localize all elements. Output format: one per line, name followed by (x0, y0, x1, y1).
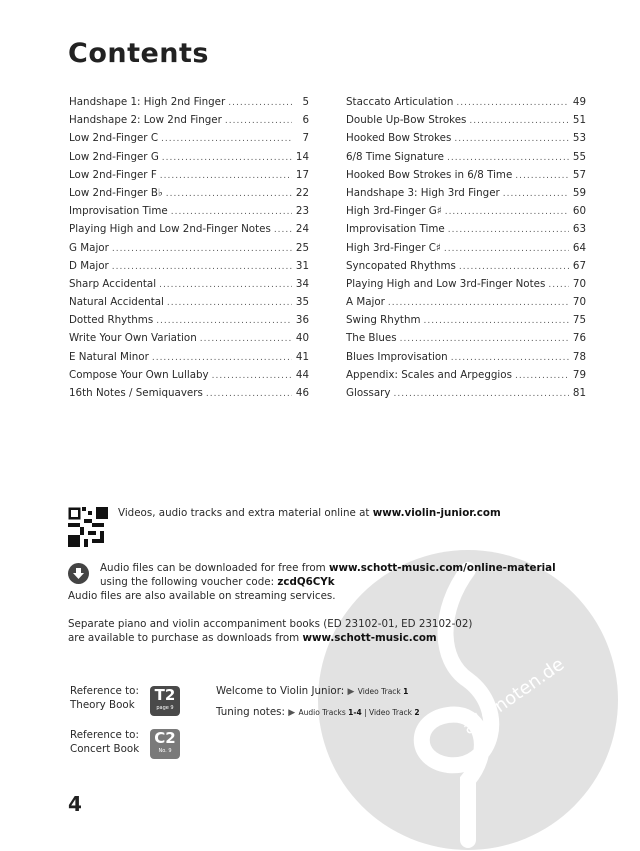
toc-leader-dots (112, 262, 292, 272)
toc-leader-dots (459, 262, 569, 272)
toc-entry (346, 187, 586, 205)
toc-entry-title: Low 2nd-Finger C (69, 132, 159, 145)
toc-leader-dots (200, 334, 292, 344)
media-label: Welcome to Violin Junior: (216, 685, 345, 697)
toc-entry-page: 6 (302, 114, 309, 127)
toc-entry (346, 205, 586, 223)
toc-entry (346, 169, 586, 187)
toc-entry-title: Swing Rhythm (346, 314, 421, 327)
watermark-treble-clef-icon (318, 550, 618, 850)
toc-leader-dots (166, 189, 292, 199)
toc-entry (346, 278, 586, 296)
voucher-text: using the following voucher code: (100, 576, 278, 588)
track-number: 2 (414, 708, 420, 717)
toc-entry-title: 16th Notes / Semiquavers (69, 387, 203, 399)
track-number: 1-4 (348, 708, 362, 717)
track-separator: | Video Track (361, 708, 415, 717)
toc-entry-title: Natural Accidental (69, 296, 164, 309)
toc-entry (69, 278, 309, 296)
toc-entry (346, 242, 586, 260)
svg-text:alle-noten.de: alle-noten.de (458, 653, 569, 740)
toc-leader-dots (456, 98, 569, 108)
toc-entry (69, 332, 309, 350)
toc-entry-page: 57 (572, 168, 586, 181)
toc-entry-title: Double Up-Bow Strokes (346, 114, 467, 127)
toc-entry-page: 76 (572, 332, 586, 345)
download-link[interactable]: www.schott-music.com/online-material (328, 562, 556, 574)
toc-entry-title: D Major (69, 259, 109, 272)
toc-entry-page: 75 (572, 314, 586, 327)
toc-entry-title: Compose Your Own Lullaby (69, 368, 209, 381)
toc-entry-page: 25 (295, 241, 309, 254)
toc-leader-dots (167, 298, 292, 308)
toc-entry (69, 296, 309, 314)
concert-book-badge (150, 729, 180, 759)
toc-entry (346, 132, 586, 150)
toc-entry-title: The Blues (346, 332, 397, 345)
toc-entry-page: 5 (302, 96, 309, 108)
qr-code-icon (68, 507, 108, 547)
toc-leader-dots (515, 171, 569, 181)
toc-entry-page: 17 (295, 168, 309, 181)
toc-entry-page: 46 (295, 387, 309, 399)
toc-entry-title: Handshape 1: High 2nd Finger (69, 96, 226, 108)
toc-leader-dots (394, 389, 569, 399)
toc-leader-dots (444, 244, 569, 254)
toc-leader-dots (451, 353, 569, 363)
toc-leader-dots (388, 298, 569, 308)
toc-entry (69, 242, 309, 260)
accompaniment-note (68, 617, 472, 645)
toc-entry-page: 14 (295, 150, 309, 163)
toc-entry-page: 23 (295, 205, 309, 218)
toc-entry-page: 35 (295, 296, 309, 309)
page-number: 4 (68, 792, 82, 816)
track-label: Audio Tracks (298, 708, 349, 717)
badge-label: T2 (154, 686, 176, 704)
toc-entry-title: Staccato Articulation (346, 96, 454, 108)
toc-entry (69, 369, 309, 387)
toc-entry (346, 223, 586, 241)
toc-entry (69, 96, 309, 114)
toc-leader-dots (400, 334, 569, 344)
toc-leader-dots (159, 280, 292, 290)
online-link[interactable]: www.violin-junior.com (372, 507, 501, 519)
reference-label: Reference to: (70, 729, 139, 741)
toc-entry-title: Low 2nd-Finger G (69, 150, 159, 163)
toc-entry-title: High 3rd-Finger C♯ (346, 241, 441, 254)
toc-entry-page: 34 (295, 277, 309, 290)
voucher-code: zcdQ6CYk (277, 576, 335, 588)
toc-entry-page: 31 (295, 259, 309, 272)
toc-entry-title: Hooked Bow Strokes in 6/8 Time (346, 168, 513, 181)
toc-entry (346, 332, 586, 350)
toc-entry-title: Low 2nd-Finger F (69, 168, 157, 181)
toc-entry-page: 67 (572, 259, 586, 272)
toc-leader-dots (445, 207, 569, 217)
toc-leader-dots (171, 207, 292, 217)
toc-entry-title: Low 2nd-Finger B♭ (69, 186, 163, 199)
toc-entry (346, 369, 586, 387)
toc-entry (69, 151, 309, 169)
toc-entry-page: 79 (572, 368, 586, 381)
toc-entry-page: 70 (572, 277, 586, 290)
toc-entry-title: E Natural Minor (69, 350, 149, 363)
toc-entry-page: 81 (572, 387, 586, 399)
play-icon: ▶ (288, 708, 296, 718)
toc-entry (346, 114, 586, 132)
toc-leader-dots (206, 389, 292, 399)
toc-entry-title: A Major (346, 296, 385, 309)
toc-leader-dots (424, 316, 569, 326)
toc-entry-page: 63 (572, 223, 586, 236)
toc-entry-page: 59 (572, 186, 586, 199)
toc-entry-title: Improvisation Time (69, 205, 168, 218)
toc-entry-title: Playing High and Low 3rd-Finger Notes (346, 277, 546, 290)
reference-concert (70, 728, 139, 756)
toc-right-column (346, 96, 586, 405)
toc-leader-dots (162, 153, 292, 163)
toc-leader-dots (161, 134, 292, 144)
toc-entry (346, 314, 586, 332)
toc-entry-page: 70 (572, 296, 586, 309)
toc-entry (346, 351, 586, 369)
toc-entry-title: Hooked Bow Strokes (346, 132, 452, 145)
accompaniment-text-2: are available to purchase as downloads from (68, 632, 303, 644)
accompaniment-text: Separate piano and violin accompaniment books (ED 23102-01, ED 23102-02) (68, 618, 473, 630)
toc-entry-title: Improvisation Time (346, 223, 445, 236)
toc-entry-page: 64 (572, 241, 586, 254)
toc-entry-title: Appendix: Scales and Arpeggios (346, 368, 512, 381)
toc-entry (69, 314, 309, 332)
badge-sub: No. 9 (158, 748, 172, 754)
streaming-note: Audio files are also available on streaming services. (68, 590, 336, 602)
track-label: Video Track (357, 687, 404, 696)
toc-entry (69, 260, 309, 278)
toc-leader-dots (447, 153, 569, 163)
toc-entry (69, 114, 309, 132)
toc-entry-page: 40 (295, 332, 309, 345)
toc-entry-title: High 3rd-Finger G♯ (346, 205, 442, 218)
page-title: Contents (68, 38, 210, 69)
toc-leader-dots (503, 189, 569, 199)
toc-leader-dots (228, 98, 292, 108)
toc-entry (69, 187, 309, 205)
toc-entry (346, 96, 586, 114)
online-text: Videos, audio tracks and extra material online at (118, 507, 373, 519)
toc-leader-dots (160, 171, 292, 181)
reference-theory (70, 684, 139, 712)
toc-leader-dots (469, 116, 569, 126)
toc-entry-page: 60 (572, 205, 586, 218)
toc-left-column (69, 96, 309, 405)
schott-link[interactable]: www.schott-music.com (302, 632, 437, 644)
toc-leader-dots (225, 116, 292, 126)
toc-entry-page: 51 (572, 114, 586, 127)
toc-entry-title: Syncopated Rhythms (346, 259, 456, 272)
toc-entry-page: 44 (295, 368, 309, 381)
toc-leader-dots (212, 371, 292, 381)
toc-entry (69, 205, 309, 223)
toc-entry-page: 24 (295, 223, 309, 236)
online-material-note (118, 506, 501, 520)
download-text: Audio files can be downloaded for free from (100, 562, 329, 574)
toc-entry (69, 351, 309, 369)
badge-sub: page 9 (156, 705, 174, 711)
media-tuning (216, 705, 420, 720)
toc-leader-dots (548, 280, 569, 290)
toc-entry (346, 151, 586, 169)
download-note (100, 561, 556, 589)
toc-entry-title: Handshape 2: Low 2nd Finger (69, 114, 222, 127)
toc-leader-dots (156, 316, 292, 326)
toc-entry-page: 36 (295, 314, 309, 327)
track-number: 1 (403, 687, 409, 696)
toc-leader-dots (112, 244, 292, 254)
toc-entry-page: 53 (572, 132, 586, 145)
toc-entry-title: Dotted Rhythms (69, 314, 154, 327)
toc-entry-page: 22 (295, 186, 309, 199)
toc-leader-dots (454, 134, 569, 144)
media-welcome (216, 684, 408, 699)
toc-leader-dots (448, 225, 569, 235)
toc-entry (346, 387, 586, 405)
toc-entry (69, 223, 309, 241)
download-icon (68, 563, 89, 584)
toc-entry-title: Playing High and Low 2nd-Finger Notes (69, 223, 271, 236)
reference-label: Reference to: (70, 685, 139, 697)
toc-entry (346, 260, 586, 278)
toc-entry-title: Sharp Accidental (69, 277, 157, 290)
toc-entry-title: Blues Improvisation (346, 350, 448, 363)
toc-entry-title: G Major (69, 241, 109, 254)
toc-entry-title: 6/8 Time Signature (346, 150, 444, 163)
media-label: Tuning notes: (216, 706, 286, 718)
toc-entry-page: 55 (572, 150, 586, 163)
reference-book: Theory Book (70, 699, 135, 711)
play-icon: ▶ (347, 687, 355, 697)
toc-leader-dots (515, 371, 569, 381)
toc-entry-page: 49 (572, 96, 586, 108)
reference-book: Concert Book (70, 743, 140, 755)
toc-entry (69, 132, 309, 150)
toc-entry (346, 296, 586, 314)
toc-leader-dots (274, 225, 292, 235)
toc-entry-title: Glossary (346, 387, 391, 399)
toc-entry-title: Handshape 3: High 3rd Finger (346, 186, 500, 199)
toc-entry-page: 78 (572, 350, 586, 363)
badge-label: C2 (154, 729, 176, 747)
theory-book-badge (150, 686, 180, 716)
toc-entry (69, 169, 309, 187)
toc-leader-dots (152, 353, 292, 363)
toc-entry-page: 7 (302, 132, 309, 145)
toc-entry-title: Write Your Own Variation (69, 332, 197, 345)
toc-entry-page: 41 (295, 350, 309, 363)
toc-entry (69, 387, 309, 405)
